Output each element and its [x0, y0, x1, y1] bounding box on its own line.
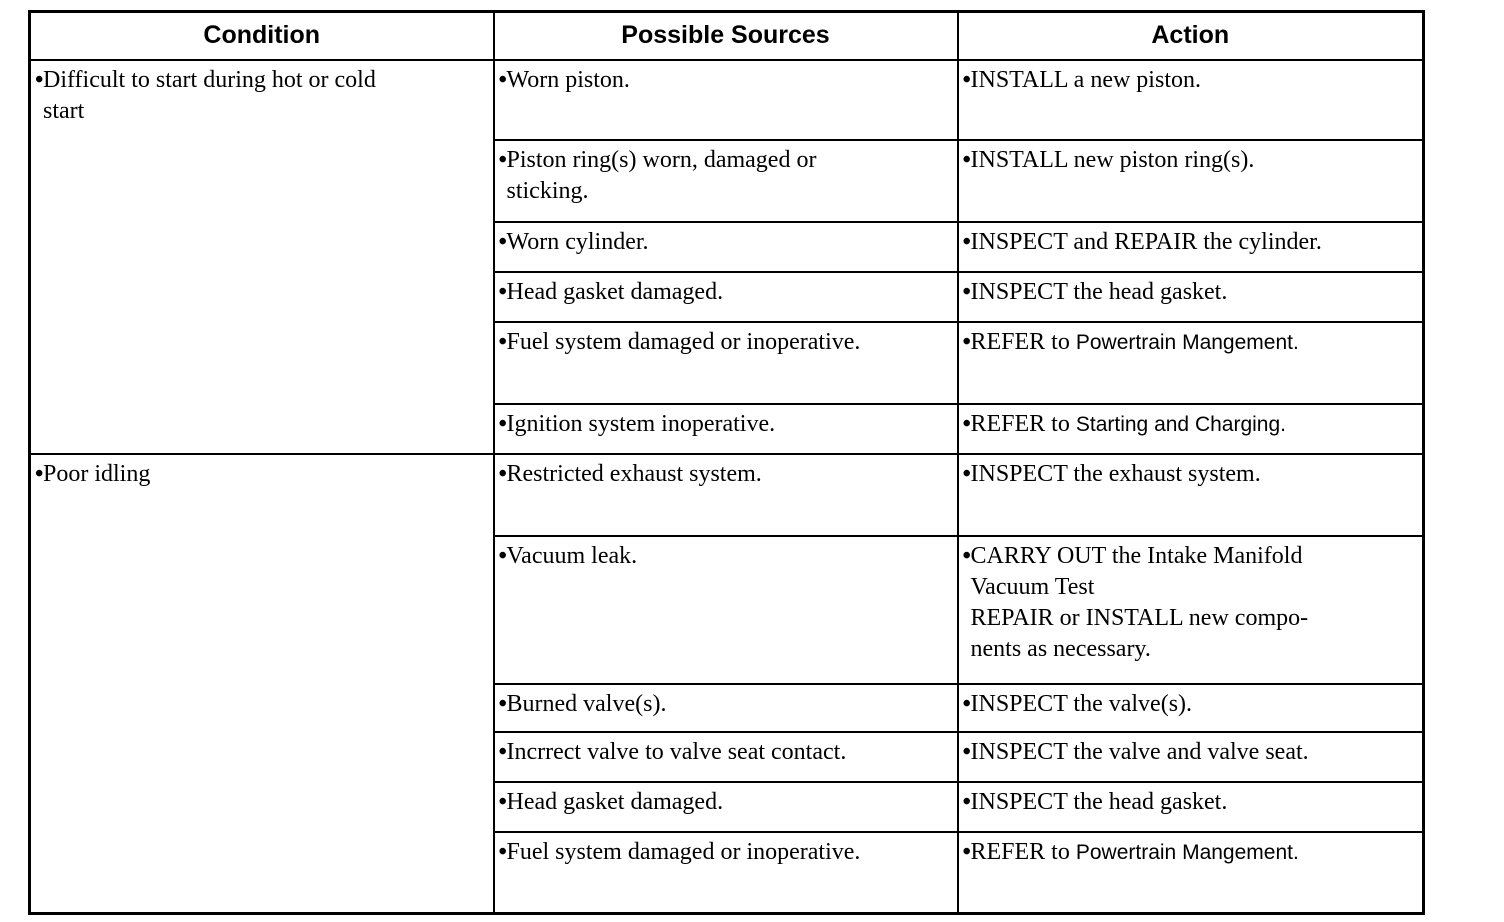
source-item: [499, 227, 951, 258]
action-instruction: REFER to: [970, 328, 1076, 355]
source-item: [499, 459, 951, 490]
diagnosis-table: [28, 10, 1425, 915]
bullet-mark: •: [962, 410, 971, 437]
source-item: [499, 541, 951, 572]
source-cell: [494, 536, 958, 684]
source-line: sticking.: [506, 177, 589, 204]
source-text: [507, 689, 951, 720]
bullet-mark: •: [498, 328, 507, 355]
action-line: [971, 277, 1417, 308]
action-cell: [958, 782, 1424, 832]
action-text: [971, 787, 1417, 818]
action-cell: [958, 322, 1424, 404]
action-line: [971, 227, 1417, 258]
source-text: [507, 459, 951, 490]
action-instruction: nents as necessary.: [970, 635, 1151, 662]
source-line: Fuel system damaged or inoperative.: [506, 328, 861, 355]
action-line: [971, 541, 1417, 572]
action-line: [971, 65, 1417, 96]
action-item: [963, 277, 1417, 308]
action-instruction: REPAIR or INSTALL new compo-: [970, 604, 1309, 631]
action-line: [971, 459, 1417, 490]
source-line: Restricted exhaust system.: [506, 460, 762, 487]
source-text: [507, 277, 951, 308]
source-item: [499, 145, 951, 207]
action-text: [971, 459, 1417, 490]
source-text: [507, 327, 951, 358]
bullet-mark: •: [962, 542, 971, 569]
action-cell: [958, 140, 1424, 222]
condition-line: Difficult to start during hot or cold: [43, 66, 376, 93]
bullet-mark: •: [498, 690, 507, 717]
action-cell: [958, 222, 1424, 272]
action-instruction: CARRY OUT the Intake Manifold: [970, 542, 1303, 569]
bullet-mark: •: [962, 460, 971, 487]
action-text: [971, 409, 1417, 440]
action-text: [971, 327, 1417, 358]
source-cell: [494, 140, 958, 222]
source-cell: [494, 684, 958, 732]
source-line: Vacuum leak.: [506, 542, 638, 569]
action-line: [971, 837, 1417, 868]
action-text: [971, 737, 1417, 768]
source-cell: [494, 322, 958, 404]
diagnosis-table-frame: [28, 10, 1422, 912]
bullet-mark: •: [962, 66, 971, 93]
action-cell: [958, 60, 1424, 140]
bullet-mark: •: [498, 738, 507, 765]
source-cell: [494, 454, 958, 536]
source-text: [507, 541, 951, 572]
action-text: [971, 227, 1417, 258]
action-cell: [958, 536, 1424, 684]
header-possible-sources: Possible Sources: [494, 12, 958, 60]
action-item: [963, 689, 1417, 720]
action-instruction: INSTALL a new piston.: [970, 66, 1201, 93]
condition-item: [35, 459, 487, 490]
source-text: [507, 227, 951, 258]
action-line: [971, 145, 1417, 176]
action-instruction: REFER to: [970, 838, 1076, 865]
source-item: [499, 327, 951, 358]
action-text: [971, 541, 1417, 665]
action-reference-link[interactable]: Starting and Charging.: [1075, 412, 1286, 436]
source-line: Worn piston.: [506, 66, 630, 93]
action-text: [971, 65, 1417, 96]
action-item: [963, 737, 1417, 768]
action-instruction: REFER to: [970, 410, 1076, 437]
condition-text: [43, 459, 487, 490]
source-line: Incrrect valve to valve seat contact.: [506, 738, 847, 765]
source-line: Head gasket damaged.: [506, 788, 724, 815]
action-text: [971, 837, 1417, 868]
action-item: [963, 409, 1417, 440]
action-cell: [958, 684, 1424, 732]
action-item: [963, 327, 1417, 358]
source-cell: [494, 404, 958, 454]
action-line: [971, 572, 1417, 603]
action-reference-link[interactable]: Powertrain Mangement.: [1075, 330, 1299, 354]
source-line: Worn cylinder.: [506, 228, 649, 255]
source-item: [499, 277, 951, 308]
action-line: [971, 634, 1417, 665]
action-instruction: INSPECT the head gasket.: [970, 788, 1228, 815]
source-item: [499, 787, 951, 818]
action-line: [971, 787, 1417, 818]
bullet-mark: •: [498, 542, 507, 569]
action-item: [963, 787, 1417, 818]
source-line: Burned valve(s).: [506, 690, 667, 717]
source-line: Fuel system damaged or inoperative.: [506, 838, 861, 865]
table-row: [30, 454, 1424, 536]
source-line: Piston ring(s) worn, damaged or: [506, 146, 817, 173]
header-condition: Condition: [30, 12, 494, 60]
source-text: [507, 837, 951, 868]
action-instruction: INSPECT and REPAIR the cylinder.: [970, 228, 1322, 255]
bullet-mark: •: [498, 146, 507, 173]
source-text: [507, 409, 951, 440]
action-text: [971, 277, 1417, 308]
source-item: [499, 837, 951, 868]
source-item: [499, 689, 951, 720]
header-action: Action: [958, 12, 1424, 60]
header-row: [30, 12, 1424, 60]
condition-line: Poor idling: [43, 460, 151, 487]
action-text: [971, 145, 1417, 176]
action-instruction: INSPECT the valve and valve seat.: [970, 738, 1309, 765]
table-row: [30, 60, 1424, 140]
source-item: [499, 737, 951, 768]
action-item: [963, 459, 1417, 490]
bullet-mark: •: [962, 838, 971, 865]
condition-cell: [30, 454, 494, 914]
condition-text: [43, 65, 487, 127]
source-cell: [494, 782, 958, 832]
bullet-mark: •: [498, 838, 507, 865]
source-cell: [494, 60, 958, 140]
action-line: [971, 409, 1417, 440]
source-cell: [494, 222, 958, 272]
condition-item: [35, 65, 487, 127]
source-line: Ignition system inoperative.: [506, 410, 776, 437]
action-cell: [958, 404, 1424, 454]
bullet-mark: •: [962, 738, 971, 765]
bullet-mark: •: [498, 460, 507, 487]
action-item: [963, 145, 1417, 176]
action-instruction: INSPECT the head gasket.: [970, 278, 1228, 305]
source-item: [499, 65, 951, 96]
action-instruction: INSTALL new piston ring(s).: [970, 146, 1255, 173]
source-text: [507, 737, 951, 768]
bullet-mark: •: [962, 690, 971, 717]
bullet-mark: •: [962, 228, 971, 255]
action-line: [971, 737, 1417, 768]
condition-cell: [30, 60, 494, 454]
action-instruction: INSPECT the valve(s).: [970, 690, 1193, 717]
action-item: [963, 837, 1417, 868]
action-reference-link[interactable]: Powertrain Mangement.: [1075, 840, 1299, 864]
action-line: [971, 327, 1417, 358]
bullet-mark: •: [35, 460, 44, 487]
action-instruction: INSPECT the exhaust system.: [970, 460, 1261, 487]
action-cell: [958, 454, 1424, 536]
bullet-mark: •: [35, 66, 44, 93]
action-item: [963, 65, 1417, 96]
source-text: [507, 787, 951, 818]
source-text: [507, 145, 951, 207]
action-instruction: Vacuum Test: [970, 573, 1095, 600]
condition-line: start: [43, 97, 85, 124]
action-line: [971, 603, 1417, 634]
action-cell: [958, 732, 1424, 782]
source-text: [507, 65, 951, 96]
bullet-mark: •: [498, 66, 507, 93]
bullet-mark: •: [498, 228, 507, 255]
action-item: [963, 227, 1417, 258]
action-text: [971, 689, 1417, 720]
action-line: [971, 689, 1417, 720]
bullet-mark: •: [962, 146, 971, 173]
bullet-mark: •: [962, 788, 971, 815]
action-item: [963, 541, 1417, 665]
source-line: Head gasket damaged.: [506, 278, 724, 305]
bullet-mark: •: [498, 410, 507, 437]
bullet-mark: •: [962, 278, 971, 305]
bullet-mark: •: [962, 328, 971, 355]
source-cell: [494, 272, 958, 322]
bullet-mark: •: [498, 788, 507, 815]
bullet-mark: •: [498, 278, 507, 305]
action-cell: [958, 832, 1424, 914]
source-cell: [494, 832, 958, 914]
source-cell: [494, 732, 958, 782]
action-cell: [958, 272, 1424, 322]
source-item: [499, 409, 951, 440]
table-body: [30, 60, 1424, 914]
